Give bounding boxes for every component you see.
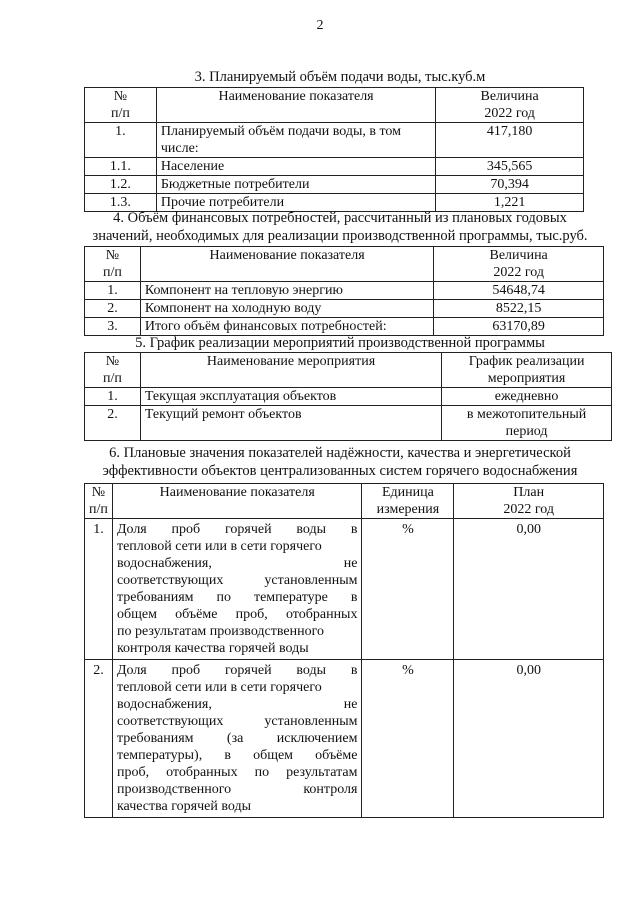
row-num: 1.1. xyxy=(85,158,157,176)
header-num: № п/п xyxy=(85,88,157,123)
row-name: Прочие потребители xyxy=(156,194,435,212)
header-num: № п/п xyxy=(85,247,141,282)
table-row xyxy=(85,406,612,441)
row-name: Бюджетные потребители xyxy=(156,176,435,194)
row-name: Компонент на холодную воду xyxy=(140,300,433,318)
section-6-title: 6. Плановые значения показателей надёжности, качества и энергетической эффективности объектов централизованных систем горячего водоснабжения xyxy=(102,445,578,479)
header-name: Наименование показателя xyxy=(156,88,435,123)
header-unit: Единица измерения xyxy=(362,484,454,519)
row-unit: % xyxy=(362,519,454,660)
table-header-row xyxy=(85,484,604,519)
table-row xyxy=(85,660,604,818)
table-row xyxy=(85,300,604,318)
table-row xyxy=(85,318,604,336)
header-num: № п/п xyxy=(85,353,141,388)
row-name: Компонент на тепловую энергию xyxy=(140,282,433,300)
header-name: Наименование показателя xyxy=(112,484,362,519)
row-name: Текущий ремонт объектов xyxy=(140,406,441,441)
row-plan: 0,00 xyxy=(454,660,604,818)
section-3-title: 3. Планируемый объём подачи воды, тыс.куб.м xyxy=(194,69,486,85)
row-num: 1.3. xyxy=(85,194,157,212)
row-name: Планируемый объём подачи воды, в том числе: xyxy=(156,123,435,158)
row-value: 417,180 xyxy=(436,123,584,158)
header-schedule: График реализации мероприятия xyxy=(442,353,612,388)
row-num: 2. xyxy=(85,300,141,318)
section-3-table xyxy=(84,87,584,212)
table-row xyxy=(85,388,612,406)
row-num: 1. xyxy=(85,123,157,158)
row-value: 54648,74 xyxy=(434,282,604,300)
header-plan: План 2022 год xyxy=(454,484,604,519)
section-4-title: 4. Объём финансовых потребностей, рассчитанный из плановых годовых значений, необходимых для реализации производственной программы, тыс.руб. xyxy=(92,210,588,244)
row-value: 63170,89 xyxy=(434,318,604,336)
page-number: 2 xyxy=(316,18,324,33)
row-name: Текущая эксплуатация объектов xyxy=(140,388,441,406)
table-row xyxy=(85,282,604,300)
row-num: 2. xyxy=(85,406,141,441)
table-row xyxy=(85,158,584,176)
row-name: Итого объём финансовых потребностей: xyxy=(140,318,433,336)
table-row xyxy=(85,519,604,660)
row-num: 2. xyxy=(85,660,113,818)
table-header-row xyxy=(85,353,612,388)
section-5-title: 5. График реализации мероприятий производственной программы xyxy=(135,335,545,351)
row-schedule: ежедневно xyxy=(442,388,612,406)
header-num: № п/п xyxy=(85,484,113,519)
row-value: 1,221 xyxy=(436,194,584,212)
table-header-row xyxy=(85,88,584,123)
row-value: 8522,15 xyxy=(434,300,604,318)
row-num: 1. xyxy=(85,388,141,406)
header-name: Наименование показателя xyxy=(140,247,433,282)
table-row xyxy=(85,123,584,158)
header-value: Величина 2022 год xyxy=(436,88,584,123)
row-plan: 0,00 xyxy=(454,519,604,660)
table-header-row xyxy=(85,247,604,282)
header-value: Величина 2022 год xyxy=(434,247,604,282)
section-5-table xyxy=(84,352,612,441)
row-name: Доля проб горячей воды в тепловой сети или в сети горячего водоснабжения, не соответствующих установленным требованиям по температуре в общем объёме проб, отобранных по результатам производственного контроля качества горячей воды xyxy=(112,519,362,660)
row-num: 3. xyxy=(85,318,141,336)
row-unit: % xyxy=(362,660,454,818)
row-value: 70,394 xyxy=(436,176,584,194)
row-name: Доля проб горячей воды в тепловой сети или в сети горячего водоснабжения, не соответствующих установленным требованиям (за исключением температуры), в общем объёме проб, отобранных по результатам производственного контроля качества горячей воды xyxy=(112,660,362,818)
row-num: 1.2. xyxy=(85,176,157,194)
section-4-table xyxy=(84,246,604,336)
header-name: Наименование мероприятия xyxy=(140,353,441,388)
table-row xyxy=(85,176,584,194)
section-6-table xyxy=(84,483,604,818)
row-name: Население xyxy=(156,158,435,176)
row-value: 345,565 xyxy=(436,158,584,176)
row-num: 1. xyxy=(85,519,113,660)
row-schedule: в межотопительный период xyxy=(442,406,612,441)
row-num: 1. xyxy=(85,282,141,300)
